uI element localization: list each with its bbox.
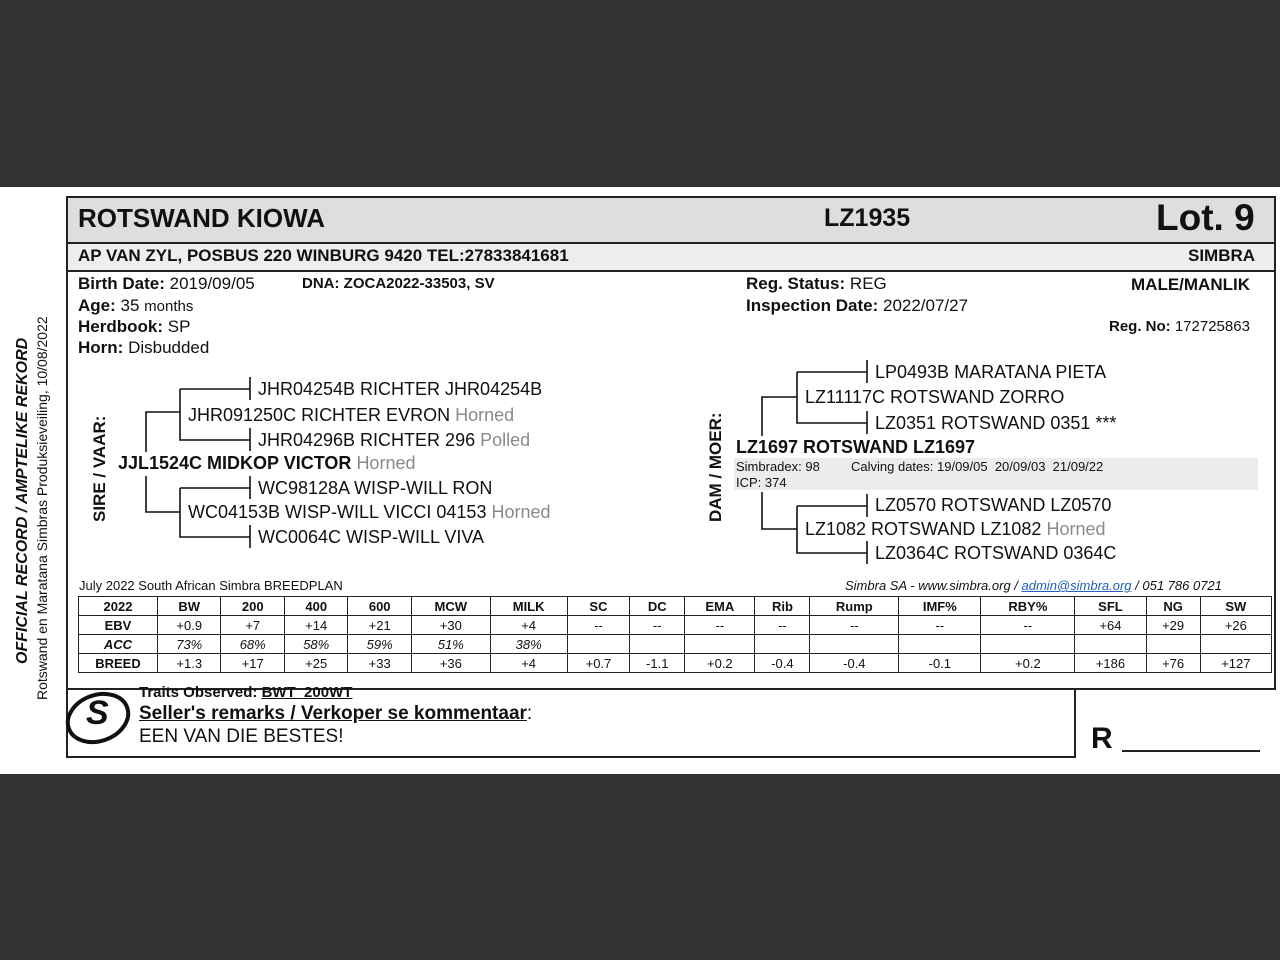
table-cell: -0.4 <box>810 654 899 673</box>
table-cell: 58% <box>284 635 347 654</box>
column-header: 600 <box>348 597 411 616</box>
table-cell: -0.4 <box>755 654 810 673</box>
column-header: 200 <box>221 597 284 616</box>
table-cell: +17 <box>221 654 284 673</box>
table-cell: +14 <box>284 616 347 635</box>
table-cell: -- <box>755 616 810 635</box>
table-cell: +1.3 <box>158 654 221 673</box>
dam-calving-dates: Calving dates: 19/09/05 20/09/03 21/09/22 <box>851 459 1104 474</box>
table-cell: +0.2 <box>685 654 755 673</box>
table-cell: -- <box>567 616 630 635</box>
table-cell: 73% <box>158 635 221 654</box>
table-cell: 59% <box>348 635 411 654</box>
table-cell: -- <box>810 616 899 635</box>
owner-address: AP VAN ZYL, POSBUS 220 WINBURG 9420 TEL:27833841681 <box>78 246 569 265</box>
birth-date-label: Birth Date: <box>78 274 165 293</box>
dam-dam-horn: Horned <box>1046 519 1106 539</box>
dam-dam-name: LZ1082 ROTSWAND LZ1082 <box>805 519 1042 539</box>
reg-number-value: 172725863 <box>1174 318 1250 335</box>
age-unit: months <box>144 298 194 315</box>
dam-dam-dam: LZ0364C ROTSWAND 0364C <box>875 543 1117 563</box>
sire-sire-dam-name: JHR04296B RICHTER 296 <box>258 430 476 450</box>
horn-label: Horn: <box>78 338 124 357</box>
table-cell: -- <box>981 616 1075 635</box>
dam-dam-sire: LZ0570 ROTSWAND LZ0570 <box>875 495 1112 515</box>
table-cell: +29 <box>1146 616 1200 635</box>
sire-horn: Horned <box>356 453 416 473</box>
table-cell: 38% <box>490 635 567 654</box>
column-header: RBY% <box>981 597 1075 616</box>
sire-sire-sire: JHR04254B RICHTER JHR04254B <box>258 379 543 399</box>
age-value: 35 <box>120 296 140 315</box>
table-cell: +186 <box>1075 654 1146 673</box>
sellers-remarks <box>139 703 532 725</box>
sire-dam-name: WC04153B WISP-WILL VICCI 04153 <box>188 502 487 522</box>
table-cell: +0.2 <box>981 654 1075 673</box>
sire-side-label: SIRE / VAAR: <box>90 415 109 522</box>
sire-dam-dam: WC0064C WISP-WILL VIVA <box>258 527 485 547</box>
dam-side-label: DAM / MOER: <box>706 412 725 522</box>
simbra-logo-letter: S <box>86 694 109 732</box>
column-header: 400 <box>284 597 347 616</box>
animal-reg-code: LZ1935 <box>824 204 911 232</box>
sire-sire-horn: Horned <box>455 405 515 425</box>
birth-date-value: 2019/09/05 <box>169 274 255 293</box>
sex-label: MALE/MANLIK <box>1131 275 1250 294</box>
column-header: MILK <box>490 597 567 616</box>
lot-number: Lot. 9 <box>1156 197 1255 238</box>
dna-info: DNA: ZOCA2022-33503, SV <box>302 275 495 292</box>
table-cell: +0.7 <box>567 654 630 673</box>
table-cell: -- <box>630 616 685 635</box>
dam-name: LZ1697 ROTSWAND LZ1697 <box>736 437 976 457</box>
column-header: Rib <box>755 597 810 616</box>
reg-status-value: REG <box>849 274 887 293</box>
table-cell: +76 <box>1146 654 1200 673</box>
dam-sire-sire: LP0493B MARATANA PIETA <box>875 362 1107 382</box>
table-cell: +0.9 <box>158 616 221 635</box>
table-cell: +21 <box>348 616 411 635</box>
table-cell: 68% <box>221 635 284 654</box>
column-header: SC <box>567 597 630 616</box>
remarks-text: EEN VAN DIE BESTES! <box>139 726 344 747</box>
row-label: ACC <box>79 635 158 654</box>
table-cell: +26 <box>1200 616 1271 635</box>
auction-source-label: Rotswand en Maratana Simbras Produksieveiling, 10/08/2022 <box>34 316 50 700</box>
row-label: EBV <box>79 616 158 635</box>
reg-status-label: Reg. Status: <box>746 274 846 293</box>
breed-name: SIMBRA <box>1188 246 1256 265</box>
price-label: R <box>1091 722 1113 755</box>
remarks-label: Seller's remarks / Verkoper se kommentaar <box>139 703 527 724</box>
table-cell: +4 <box>490 654 567 673</box>
dam-sire-dam: LZ0351 ROTSWAND 0351 *** <box>875 413 1117 433</box>
table-cell: +127 <box>1200 654 1271 673</box>
column-header: NG <box>1146 597 1200 616</box>
column-header: MCW <box>411 597 490 616</box>
inspection-date-value: 2022/07/27 <box>882 296 969 315</box>
sire-dam-horn: Horned <box>491 502 551 522</box>
column-header: 2022 <box>79 597 158 616</box>
inspection-date-label: Inspection Date: <box>746 296 879 315</box>
dam-simbradex: Simbradex: 98 <box>736 459 820 474</box>
column-header: EMA <box>685 597 755 616</box>
table-cell: +64 <box>1075 616 1146 635</box>
column-header: Rump <box>810 597 899 616</box>
table-cell: +4 <box>490 616 567 635</box>
column-header: DC <box>630 597 685 616</box>
sire-name: JJL1524C MIDKOP VICTOR <box>118 453 352 473</box>
sire-dam-sire: WC98128A WISP-WILL RON <box>258 478 493 498</box>
official-record-label: OFFICIAL RECORD / AMPTELIKE REKORD <box>14 337 31 664</box>
sire-sire-dam-horn: Polled <box>480 430 531 450</box>
reg-number-label: Reg. No: <box>1109 318 1171 335</box>
row-label: BREED <box>79 654 158 673</box>
horn-value: Disbudded <box>128 338 210 357</box>
traits-label: Traits Observed: <box>139 684 258 701</box>
traits-observed <box>139 684 352 701</box>
table-cell: -1.1 <box>630 654 685 673</box>
table-cell: +30 <box>411 616 490 635</box>
dam-icp: ICP: 374 <box>736 475 787 490</box>
remarks-colon: : <box>526 703 533 724</box>
sire-sire-name: JHR091250C RICHTER EVRON <box>188 405 451 425</box>
age-label: Age: <box>78 296 116 315</box>
table-cell: -- <box>899 616 981 635</box>
dam-sire: LZ11117C ROTSWAND ZORRO <box>805 387 1065 407</box>
table-cell: 51% <box>411 635 490 654</box>
table-cell: +7 <box>221 616 284 635</box>
table-cell: +36 <box>411 654 490 673</box>
price-entry-line[interactable] <box>1122 750 1260 752</box>
table-cell: +25 <box>284 654 347 673</box>
column-header: BW <box>158 597 221 616</box>
contact-suffix: / 051 786 0721 <box>1131 578 1222 593</box>
table-cell: -0.1 <box>899 654 981 673</box>
herdbook-value: SP <box>167 317 191 336</box>
column-header: SFL <box>1075 597 1146 616</box>
breedplan-caption: July 2022 South African Simbra BREEDPLAN <box>79 578 343 593</box>
animal-name: ROTSWAND KIOWA <box>78 203 325 233</box>
herdbook-label: Herdbook: <box>78 317 163 336</box>
table-cell: -- <box>685 616 755 635</box>
column-header: SW <box>1200 597 1271 616</box>
column-header: IMF% <box>899 597 981 616</box>
contact-email-link[interactable]: admin@simbra.org <box>1021 578 1132 593</box>
table-cell: +33 <box>348 654 411 673</box>
traits-value: BWT 200WT <box>261 684 353 701</box>
contact-prefix: Simbra SA - www.simbra.org / <box>845 578 1022 593</box>
